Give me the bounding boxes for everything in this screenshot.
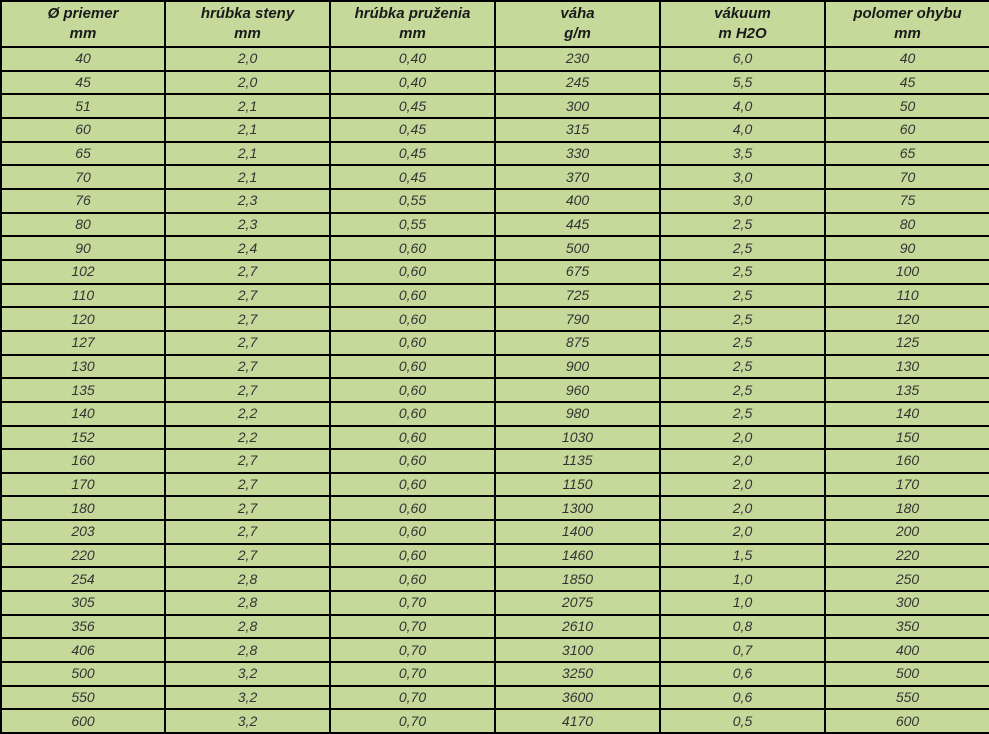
- cell-spring-thickness: 0,70: [331, 687, 494, 709]
- cell-vacuum: 2,5: [661, 285, 824, 307]
- cell-spring-thickness: 0,55: [331, 190, 494, 212]
- cell-wall-thickness: 2,3: [166, 190, 329, 212]
- cell-wall-thickness: 2,1: [166, 143, 329, 165]
- cell-diameter: 356: [2, 616, 164, 638]
- cell-weight: 245: [496, 72, 659, 94]
- cell-wall-thickness: 2,7: [166, 450, 329, 472]
- table-row: [2, 285, 989, 307]
- cell-diameter: 305: [2, 592, 164, 614]
- header-weight-unit: g/m: [564, 25, 591, 42]
- table-row: [2, 521, 989, 543]
- cell-bend-radius: 110: [826, 285, 989, 307]
- cell-wall-thickness: 2,3: [166, 214, 329, 236]
- cell-bend-radius: 80: [826, 214, 989, 236]
- header-vacuum-label: vákuum: [714, 5, 771, 22]
- cell-bend-radius: 125: [826, 332, 989, 354]
- table-row: [2, 332, 989, 354]
- cell-vacuum: 4,0: [661, 119, 824, 141]
- cell-bend-radius: 250: [826, 568, 989, 590]
- cell-diameter: 130: [2, 356, 164, 378]
- table-row: [2, 710, 989, 732]
- cell-weight: 3600: [496, 687, 659, 709]
- table-row: [2, 616, 989, 638]
- cell-weight: 1135: [496, 450, 659, 472]
- table-row: [2, 308, 989, 330]
- cell-diameter: 45: [2, 72, 164, 94]
- cell-diameter: 70: [2, 166, 164, 188]
- cell-bend-radius: 50: [826, 95, 989, 117]
- cell-bend-radius: 180: [826, 497, 989, 519]
- header-spring-thickness: [331, 2, 494, 46]
- cell-diameter: 254: [2, 568, 164, 590]
- cell-vacuum: 2,5: [661, 308, 824, 330]
- cell-diameter: 60: [2, 119, 164, 141]
- cell-diameter: 40: [2, 48, 164, 70]
- cell-spring-thickness: 0,40: [331, 72, 494, 94]
- header-wall-thickness-label: hrúbka steny: [200, 5, 295, 22]
- cell-weight: 1030: [496, 427, 659, 449]
- cell-weight: 725: [496, 285, 659, 307]
- cell-vacuum: 0,6: [661, 687, 824, 709]
- cell-wall-thickness: 3,2: [166, 710, 329, 732]
- cell-bend-radius: 160: [826, 450, 989, 472]
- cell-weight: 2075: [496, 592, 659, 614]
- table-row: [2, 190, 989, 212]
- cell-wall-thickness: 2,7: [166, 379, 329, 401]
- cell-weight: 1850: [496, 568, 659, 590]
- table-row: [2, 48, 989, 70]
- cell-vacuum: 2,5: [661, 332, 824, 354]
- cell-weight: 900: [496, 356, 659, 378]
- header-spring-thickness-label: hrúbka pruženia: [354, 5, 471, 22]
- table-row: [2, 639, 989, 661]
- table-row: [2, 143, 989, 165]
- cell-diameter: 127: [2, 332, 164, 354]
- header-diameter-label: Ø priemer: [47, 5, 119, 22]
- cell-diameter: 110: [2, 285, 164, 307]
- cell-diameter: 203: [2, 521, 164, 543]
- cell-vacuum: 0,8: [661, 616, 824, 638]
- cell-diameter: 76: [2, 190, 164, 212]
- cell-bend-radius: 135: [826, 379, 989, 401]
- table-row: [2, 592, 989, 614]
- cell-bend-radius: 40: [826, 48, 989, 70]
- cell-wall-thickness: 3,2: [166, 663, 329, 685]
- cell-weight: 500: [496, 237, 659, 259]
- cell-wall-thickness: 2,8: [166, 639, 329, 661]
- cell-bend-radius: 170: [826, 474, 989, 496]
- cell-vacuum: 2,5: [661, 261, 824, 283]
- cell-spring-thickness: 0,60: [331, 332, 494, 354]
- cell-spring-thickness: 0,40: [331, 48, 494, 70]
- table-row: [2, 379, 989, 401]
- table-row: [2, 545, 989, 567]
- cell-diameter: 600: [2, 710, 164, 732]
- cell-weight: 790: [496, 308, 659, 330]
- header-vacuum: [661, 2, 824, 46]
- cell-spring-thickness: 0,60: [331, 545, 494, 567]
- cell-wall-thickness: 2,8: [166, 616, 329, 638]
- cell-diameter: 160: [2, 450, 164, 472]
- table-row: [2, 166, 989, 188]
- cell-weight: 980: [496, 403, 659, 425]
- cell-vacuum: 3,0: [661, 166, 824, 188]
- header-bend-radius-label: polomer ohybu: [853, 5, 962, 22]
- cell-bend-radius: 550: [826, 687, 989, 709]
- table-row: [2, 356, 989, 378]
- cell-weight: 3100: [496, 639, 659, 661]
- cell-spring-thickness: 0,45: [331, 143, 494, 165]
- cell-spring-thickness: 0,60: [331, 474, 494, 496]
- table-row: [2, 119, 989, 141]
- cell-weight: 300: [496, 95, 659, 117]
- cell-spring-thickness: 0,60: [331, 356, 494, 378]
- cell-diameter: 180: [2, 497, 164, 519]
- cell-wall-thickness: 2,1: [166, 95, 329, 117]
- cell-spring-thickness: 0,60: [331, 403, 494, 425]
- table-row: [2, 474, 989, 496]
- cell-vacuum: 5,5: [661, 72, 824, 94]
- table-row: [2, 450, 989, 472]
- cell-wall-thickness: 2,7: [166, 332, 329, 354]
- cell-wall-thickness: 2,8: [166, 592, 329, 614]
- cell-spring-thickness: 0,60: [331, 261, 494, 283]
- cell-bend-radius: 70: [826, 166, 989, 188]
- cell-vacuum: 0,6: [661, 663, 824, 685]
- cell-spring-thickness: 0,45: [331, 95, 494, 117]
- cell-spring-thickness: 0,60: [331, 497, 494, 519]
- cell-weight: 315: [496, 119, 659, 141]
- cell-weight: 370: [496, 166, 659, 188]
- cell-weight: 230: [496, 48, 659, 70]
- cell-wall-thickness: 2,1: [166, 119, 329, 141]
- header-weight-label: váha: [560, 5, 595, 22]
- cell-vacuum: 2,5: [661, 403, 824, 425]
- cell-vacuum: 2,5: [661, 379, 824, 401]
- cell-weight: 1300: [496, 497, 659, 519]
- cell-weight: 1460: [496, 545, 659, 567]
- cell-bend-radius: 400: [826, 639, 989, 661]
- table-row: [2, 214, 989, 236]
- cell-bend-radius: 45: [826, 72, 989, 94]
- table-body: [2, 48, 989, 732]
- cell-vacuum: 2,0: [661, 474, 824, 496]
- cell-spring-thickness: 0,45: [331, 119, 494, 141]
- header-diameter-unit: mm: [69, 25, 97, 42]
- cell-weight: 675: [496, 261, 659, 283]
- cell-bend-radius: 500: [826, 663, 989, 685]
- cell-diameter: 90: [2, 237, 164, 259]
- cell-spring-thickness: 0,60: [331, 521, 494, 543]
- cell-diameter: 102: [2, 261, 164, 283]
- cell-diameter: 135: [2, 379, 164, 401]
- cell-bend-radius: 120: [826, 308, 989, 330]
- cell-wall-thickness: 2,7: [166, 356, 329, 378]
- cell-diameter: 80: [2, 214, 164, 236]
- table-row: [2, 497, 989, 519]
- cell-diameter: 550: [2, 687, 164, 709]
- cell-bend-radius: 300: [826, 592, 989, 614]
- cell-bend-radius: 140: [826, 403, 989, 425]
- header-bend-radius: [826, 2, 989, 46]
- cell-wall-thickness: 2,7: [166, 261, 329, 283]
- cell-vacuum: 0,5: [661, 710, 824, 732]
- cell-weight: 400: [496, 190, 659, 212]
- cell-bend-radius: 130: [826, 356, 989, 378]
- cell-diameter: 65: [2, 143, 164, 165]
- cell-spring-thickness: 0,60: [331, 450, 494, 472]
- cell-bend-radius: 100: [826, 261, 989, 283]
- cell-spring-thickness: 0,60: [331, 237, 494, 259]
- header-diameter: [2, 2, 164, 46]
- cell-spring-thickness: 0,60: [331, 427, 494, 449]
- cell-wall-thickness: 2,7: [166, 285, 329, 307]
- cell-weight: 1150: [496, 474, 659, 496]
- cell-vacuum: 2,5: [661, 214, 824, 236]
- cell-vacuum: 4,0: [661, 95, 824, 117]
- cell-spring-thickness: 0,70: [331, 710, 494, 732]
- cell-diameter: 120: [2, 308, 164, 330]
- cell-weight: 2610: [496, 616, 659, 638]
- cell-diameter: 220: [2, 545, 164, 567]
- table-row: [2, 663, 989, 685]
- table-row: [2, 95, 989, 117]
- cell-wall-thickness: 3,2: [166, 687, 329, 709]
- cell-bend-radius: 220: [826, 545, 989, 567]
- cell-diameter: 500: [2, 663, 164, 685]
- cell-wall-thickness: 2,0: [166, 48, 329, 70]
- cell-weight: 1400: [496, 521, 659, 543]
- cell-vacuum: 2,5: [661, 237, 824, 259]
- cell-spring-thickness: 0,60: [331, 285, 494, 307]
- cell-spring-thickness: 0,70: [331, 592, 494, 614]
- cell-weight: 330: [496, 143, 659, 165]
- cell-vacuum: 1,0: [661, 568, 824, 590]
- cell-weight: 3250: [496, 663, 659, 685]
- cell-bend-radius: 600: [826, 710, 989, 732]
- cell-spring-thickness: 0,70: [331, 616, 494, 638]
- cell-vacuum: 1,0: [661, 592, 824, 614]
- cell-vacuum: 2,0: [661, 521, 824, 543]
- cell-vacuum: 6,0: [661, 48, 824, 70]
- cell-vacuum: 2,0: [661, 427, 824, 449]
- cell-spring-thickness: 0,60: [331, 379, 494, 401]
- cell-spring-thickness: 0,45: [331, 166, 494, 188]
- header-vacuum-unit: m H2O: [718, 25, 767, 42]
- cell-diameter: 51: [2, 95, 164, 117]
- cell-weight: 4170: [496, 710, 659, 732]
- cell-wall-thickness: 2,4: [166, 237, 329, 259]
- cell-bend-radius: 90: [826, 237, 989, 259]
- cell-wall-thickness: 2,7: [166, 308, 329, 330]
- table-row: [2, 403, 989, 425]
- header-spring-thickness-unit: mm: [399, 25, 426, 42]
- cell-spring-thickness: 0,70: [331, 663, 494, 685]
- cell-spring-thickness: 0,55: [331, 214, 494, 236]
- header-weight: [496, 2, 659, 46]
- cell-wall-thickness: 2,7: [166, 474, 329, 496]
- cell-diameter: 152: [2, 427, 164, 449]
- cell-spring-thickness: 0,60: [331, 568, 494, 590]
- cell-weight: 960: [496, 379, 659, 401]
- cell-bend-radius: 350: [826, 616, 989, 638]
- cell-diameter: 406: [2, 639, 164, 661]
- cell-weight: 875: [496, 332, 659, 354]
- cell-vacuum: 3,0: [661, 190, 824, 212]
- cell-wall-thickness: 2,2: [166, 427, 329, 449]
- cell-bend-radius: 150: [826, 427, 989, 449]
- cell-weight: 445: [496, 214, 659, 236]
- table-row: [2, 427, 989, 449]
- cell-vacuum: 2,0: [661, 497, 824, 519]
- header-row: [2, 2, 989, 46]
- cell-vacuum: 0,7: [661, 639, 824, 661]
- cell-diameter: 140: [2, 403, 164, 425]
- header-wall-thickness-unit: mm: [234, 25, 261, 42]
- table-row: [2, 568, 989, 590]
- cell-vacuum: 1,5: [661, 545, 824, 567]
- table-row: [2, 72, 989, 94]
- cell-bend-radius: 60: [826, 119, 989, 141]
- cell-wall-thickness: 2,7: [166, 521, 329, 543]
- cell-wall-thickness: 2,7: [166, 497, 329, 519]
- table-row: [2, 237, 989, 259]
- cell-wall-thickness: 2,2: [166, 403, 329, 425]
- header-wall-thickness: [166, 2, 329, 46]
- cell-wall-thickness: 2,0: [166, 72, 329, 94]
- header-bend-radius-unit: mm: [894, 25, 921, 42]
- cell-bend-radius: 65: [826, 143, 989, 165]
- cell-vacuum: 2,0: [661, 450, 824, 472]
- cell-vacuum: 3,5: [661, 143, 824, 165]
- cell-spring-thickness: 0,70: [331, 639, 494, 661]
- cell-diameter: 170: [2, 474, 164, 496]
- cell-vacuum: 2,5: [661, 356, 824, 378]
- cell-wall-thickness: 2,1: [166, 166, 329, 188]
- cell-bend-radius: 75: [826, 190, 989, 212]
- table-row: [2, 261, 989, 283]
- cell-spring-thickness: 0,60: [331, 308, 494, 330]
- cell-wall-thickness: 2,7: [166, 545, 329, 567]
- table-row: [2, 687, 989, 709]
- cell-wall-thickness: 2,8: [166, 568, 329, 590]
- cell-bend-radius: 200: [826, 521, 989, 543]
